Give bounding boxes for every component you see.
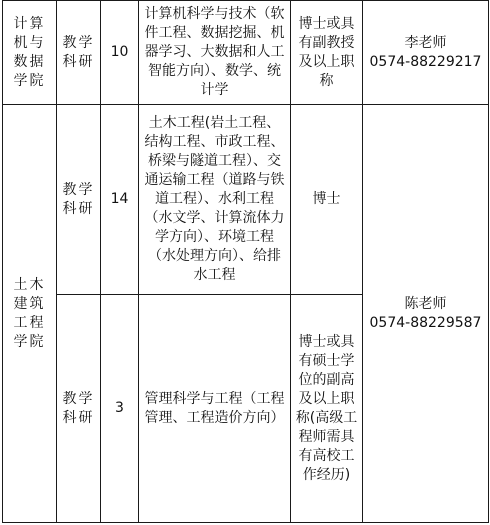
contact-cell [363, 1, 489, 105]
college-cell: 土木建筑工程学院 [3, 105, 57, 523]
major-cell: 计算机科学与技术（软件工程、数据挖掘、机器学习、大数据和人工智能方向）、数学、统计学 [139, 1, 291, 105]
position-type-cell: 教学科研 [57, 1, 101, 105]
recruitment-table [2, 0, 489, 523]
contact-name: 李老师 [404, 34, 447, 51]
position-type-cell: 教学科研 [57, 105, 101, 295]
table-row [3, 105, 489, 295]
major-cell: 土木工程(岩土工程、结构工程、市政工程、桥梁与隧道工程）、交通运输工程（道路与铁道工程）、水利工程（水文学、计算流体力学方向）、环境工程（水处理方向）、给排水工程 [139, 105, 291, 295]
headcount-cell: 14 [101, 105, 139, 295]
headcount-cell: 10 [101, 1, 139, 105]
requirement-cell: 博士或具有硕士学位的副高及以上职称(高级工程师需具有高校工作经历) [291, 295, 363, 523]
major-cell: 管理科学与工程（工程管理、工程造价方向） [139, 295, 291, 523]
contact-name: 陈老师 [404, 295, 447, 312]
requirement-cell: 博士 [291, 105, 363, 295]
contact-phone: 0574-88229217 [369, 53, 482, 70]
table-row [3, 1, 489, 105]
requirement-cell: 博士或具有副教授及以上职称 [291, 1, 363, 105]
position-type-cell: 教学科研 [57, 295, 101, 523]
college-cell: 计算机与数据学院 [3, 1, 57, 105]
headcount-cell: 3 [101, 295, 139, 523]
contact-cell [363, 105, 489, 523]
contact-phone: 0574-88229587 [369, 314, 482, 331]
